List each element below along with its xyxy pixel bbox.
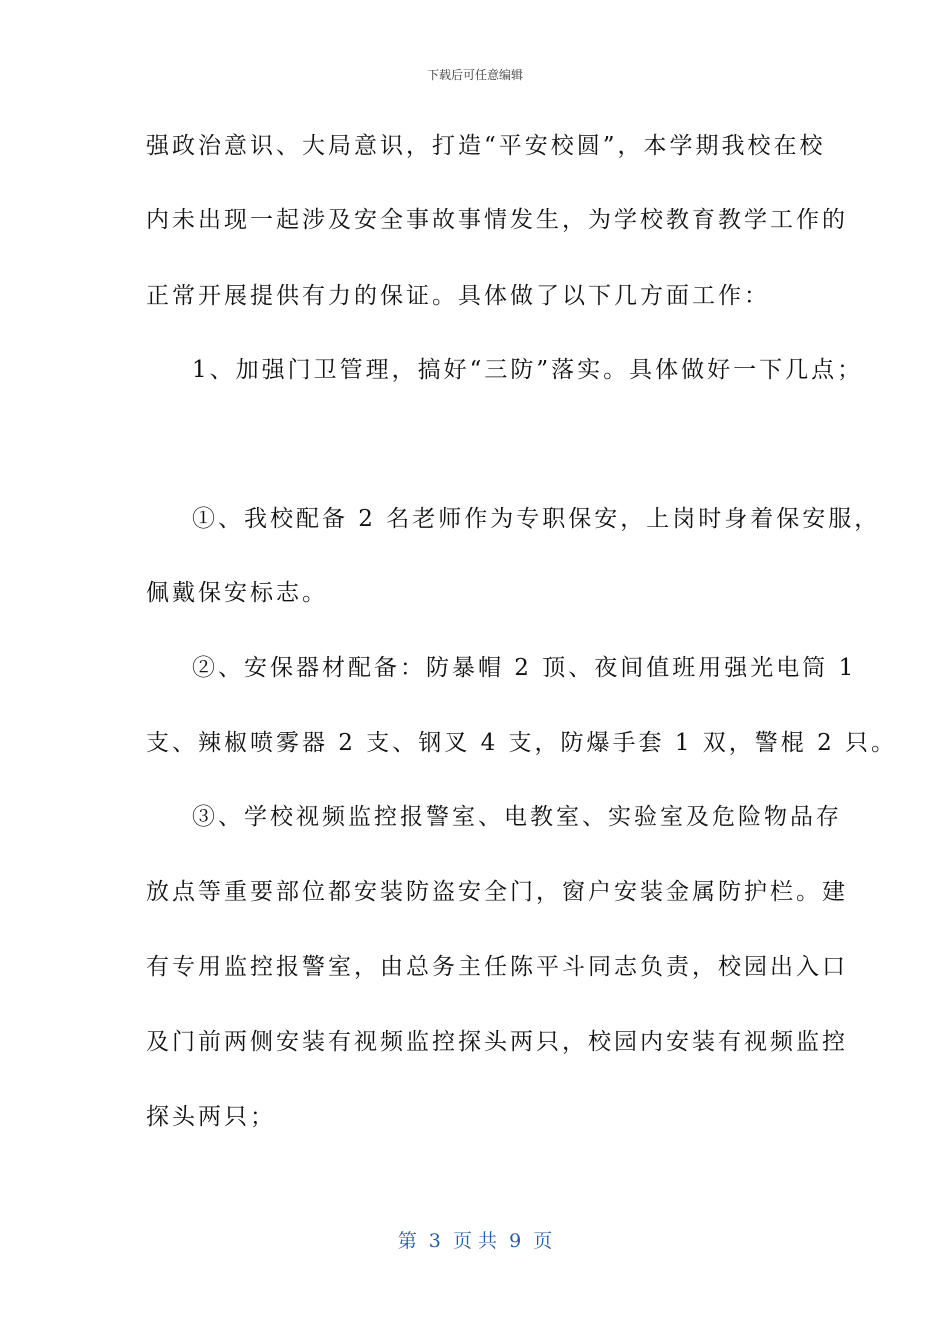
body-line-1: 强政治意识、大局意识，打造“平安校圆”，本学期我校在校 <box>146 133 826 159</box>
body-line-13: 探头两只； <box>146 1104 276 1130</box>
body-line-11: 有专用监控报警室，由总务主任陈平斗同志负责，校园出入口 <box>146 954 848 980</box>
body-line-7: ②、安保器材配备：防暴帽 2 顶、夜间值班用强光电筒 1 <box>192 655 857 681</box>
body-line-9: ③、学校视频监控报警室、电教室、实验室及危险物品存 <box>192 804 842 830</box>
header-note: 下载后可任意编辑 <box>426 68 523 82</box>
body-line-5: ①、我校配备 2 名老师作为专职保安，上岗时身着保安服， <box>192 506 881 532</box>
body-line-8: 支、辣椒喷雾器 2 支、钢叉 4 支，防爆手套 1 双，警棍 2 只。 <box>146 730 898 756</box>
body-line-12: 及门前两侧安装有视频监控探头两只，校园内安装有视频监控 <box>146 1029 848 1055</box>
body-line-3: 正常开展提供有力的保证。具体做了以下几方面工作： <box>146 283 770 309</box>
body-line-10: 放点等重要部位都安装防盗安全门，窗户安装金属防护栏。建 <box>146 879 848 905</box>
body-line-4: 1、加强门卫管理，搞好“三防”落实。具体做好一下几点； <box>192 357 864 383</box>
page-number: 第 3 页 共 9 页 <box>397 1230 553 1252</box>
body-line-2: 内未出现一起涉及安全事故事情发生，为学校教育教学工作的 <box>146 207 848 233</box>
body-line-6: 佩戴保安标志。 <box>146 580 328 606</box>
